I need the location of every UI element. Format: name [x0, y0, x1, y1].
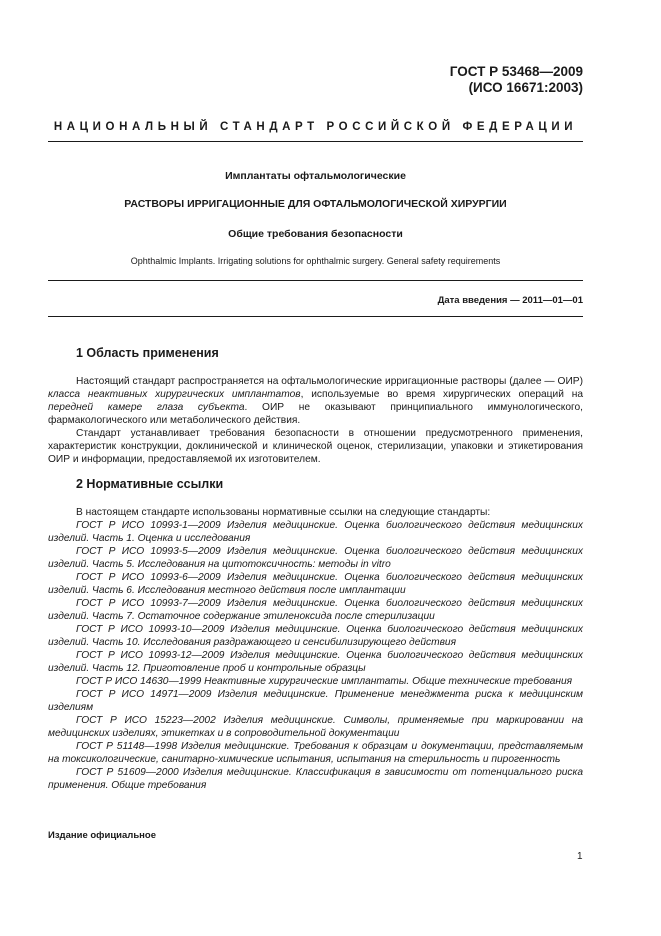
title-rule [48, 280, 583, 281]
section-2-intro: В настоящем стандарте использованы нормативные ссылки на следующие стандарты: [76, 507, 491, 518]
title-english: Ophthalmic Implants. Irrigating solutions for ophthalmic surgery. General safety requirements [130, 256, 501, 266]
standard-code [450, 64, 583, 96]
reference-item: ГОСТ Р ИСО 14630—1999 Неактивные хирургические имплантаты. Общие технические требования [76, 676, 573, 687]
reference-item: ГОСТ Р ИСО 10993-6—2009 Изделия медицинские. Оценка биологического действия медицинских изделий. Часть 6. Исследования местного действия после имплантации [48, 572, 583, 596]
reference-item: ГОСТ Р ИСО 10993-12—2009 Изделия медицинские. Оценка биологического действия медицинских изделий. Часть 12. Приготовление проб и контрольные образцы [48, 650, 583, 674]
top-rule [48, 141, 583, 142]
p1-part-b: класса неактивных хирургических имплантатов [48, 389, 301, 400]
p1-part-d: передней камере глаза субъекта [48, 402, 245, 413]
page-number: 1 [577, 851, 583, 862]
reference-item: ГОСТ Р 51148—1998 Изделия медицинские. Требования к образцам и документации, представляемым на токсикологические, санитарно-химические испытания, испытания на стерильность и пирогенность [48, 741, 583, 765]
reference-item: ГОСТ Р ИСО 10993-7—2009 Изделия медицинские. Оценка биологического действия медицинских изделий. Часть 7. Остаточное содержание этиленоксида после стерилизации [48, 598, 583, 622]
p1-part-e: . ОИР не оказывают принципиального иммунологического, фармакологического или метаболического действия. [48, 402, 583, 426]
reference-item: ГОСТ Р ИСО 15223—2002 Изделия медицинские. Символы, применяемые при маркировании на медицинских изделиях, этикетках и в сопроводительной документации [48, 715, 583, 739]
p1-part-c: , используемые во время хирургических операций на [300, 389, 583, 400]
reference-item: ГОСТ Р ИСО 14971—2009 Изделия медицинские. Применение менеджмента риска к медицинским изделиям [48, 689, 583, 713]
section-2-body [48, 506, 583, 792]
p1-part-a: Настоящий стандарт распространяется на офтальмологические ирригационные растворы (далее — ОИР) [76, 376, 583, 387]
standard-code-line2: (ИСО 16671:2003) [468, 80, 583, 95]
official-edition-label: Издание официальное [48, 830, 156, 841]
national-standard-heading: НАЦИОНАЛЬНЫЙ СТАНДАРТ РОССИЙСКОЙ ФЕДЕРАЦИИ [53, 121, 578, 133]
reference-item: ГОСТ Р 51609—2000 Изделия медицинские. Классификация в зависимости от потенциального риска применения. Общие требования [48, 767, 583, 791]
section-1-paragraph-1 [48, 375, 583, 427]
title-line-3: Общие требования безопасности [228, 228, 403, 240]
introduction-date: Дата введения — 2011—01—01 [437, 295, 583, 306]
section-2-title: 2 Нормативные ссылки [76, 477, 224, 491]
date-rule [48, 316, 583, 317]
section-1-title: 1 Область применения [76, 346, 219, 360]
reference-item: ГОСТ Р ИСО 10993-1—2009 Изделия медицинские. Оценка биологического действия медицинских изделий. Часть 1. Оценка и исследования [48, 520, 583, 544]
section-1-body [48, 375, 583, 466]
title-line-2: РАСТВОРЫ ИРРИГАЦИОННЫЕ ДЛЯ ОФТАЛЬМОЛОГИЧЕСКОЙ ХИРУРГИИ [124, 198, 507, 210]
standard-code-line1: ГОСТ Р 53468—2009 [449, 64, 583, 79]
title-line-1: Имплантаты офтальмологические [225, 170, 406, 182]
reference-item: ГОСТ Р ИСО 10993-10—2009 Изделия медицинские. Оценка биологического действия медицинских изделий. Часть 10. Исследования раздражающего и сенсибилизирующего действия [48, 624, 583, 648]
section-1-paragraph-2: Стандарт устанавливает требования безопасности в отношении предусмотренного применения, характеристик конструкции, доклинической и клинической оценок, стерилизации, упаковки и этикетирования ОИР и информации, предоставляемой их изготовителем. [48, 428, 583, 465]
reference-item: ГОСТ Р ИСО 10993-5—2009 Изделия медицинские. Оценка биологического действия медицинских изделий. Часть 5. Исследования на цитотоксичность: методы in vitro [48, 546, 583, 570]
